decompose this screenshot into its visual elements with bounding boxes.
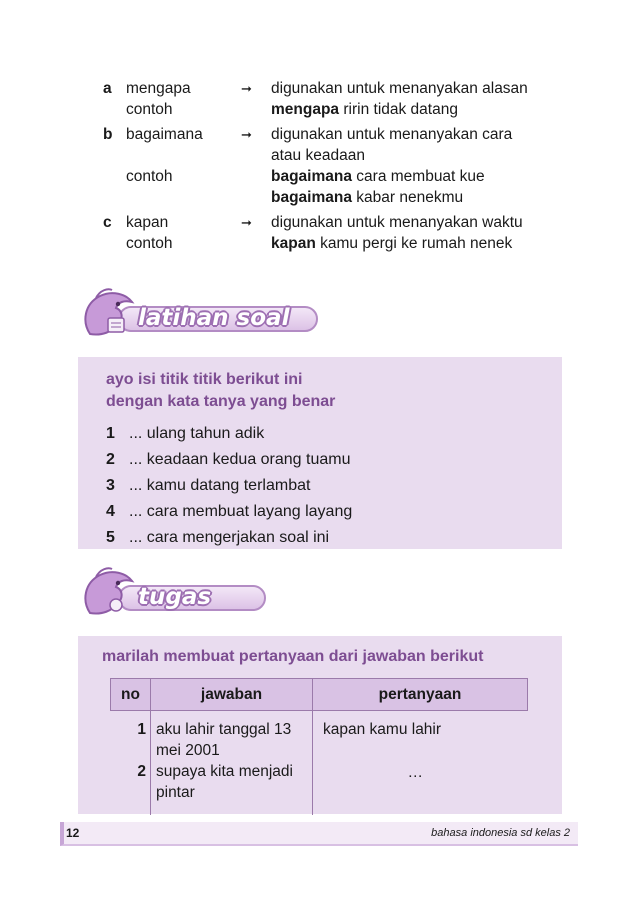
definition-meaning: digunakan untuk menanyakan alasan <box>271 80 528 97</box>
definition-word: kapan <box>126 214 169 231</box>
exercise-banner <box>78 288 322 342</box>
task-banner-title: tugas <box>138 584 212 610</box>
exercise-instruction-line-2: dengan kata tanya yang benar <box>106 393 336 410</box>
dolphin-mascot-icon <box>78 567 140 623</box>
example-sentence: kapan kamu pergi ke rumah nenek <box>271 235 513 252</box>
definition-bagaimana <box>103 124 573 208</box>
example-label: contoh <box>126 101 173 118</box>
definition-word: mengapa <box>126 80 191 97</box>
table-header-pertanyaan: pertanyaan <box>313 679 528 711</box>
task-banner <box>78 567 322 621</box>
page-footer <box>60 822 578 846</box>
definition-kapan <box>103 212 573 254</box>
list-item: 1 ... ulang tahun adik <box>106 425 265 442</box>
arrow-right-icon: ➞ <box>241 127 252 142</box>
table-header-no: no <box>111 679 151 711</box>
exercise-list <box>106 421 562 551</box>
task-box <box>78 636 562 814</box>
table-header-row <box>111 679 528 711</box>
definition-letter: a <box>103 80 112 97</box>
list-item: 2 ... keadaan kedua orang tuamu <box>106 451 351 468</box>
example-label: contoh <box>126 235 173 252</box>
table-row <box>111 711 528 815</box>
arrow-right-icon: ➞ <box>241 81 252 96</box>
list-item: 3 ... kamu datang terlambat <box>106 477 311 494</box>
definition-letter: b <box>103 126 113 143</box>
question-word-definitions <box>103 78 573 258</box>
example-sentence: bagaimana cara membuat kue <box>271 168 485 185</box>
exercise-banner-title: latihan soal <box>138 305 290 331</box>
page-number: 12 <box>66 826 80 840</box>
table-header-jawaban: jawaban <box>151 679 313 711</box>
definition-letter: c <box>103 214 112 231</box>
table-cell-jawaban: aku lahir tanggal 13 mei 2001 supaya kita menjadi pintar <box>151 711 313 815</box>
book-title: bahasa indonesia sd kelas 2 <box>431 827 570 839</box>
definition-meaning: digunakan untuk menanyakan cara <box>271 126 513 143</box>
dolphin-mascot-icon <box>78 288 140 344</box>
table-cell-pertanyaan: kapan kamu lahir … <box>323 721 442 781</box>
list-item: 5 ... cara mengerjakan soal ini <box>106 529 330 546</box>
task-instruction: marilah membuat pertanyaan dari jawaban berikut <box>102 648 484 665</box>
arrow-right-icon: ➞ <box>241 215 252 230</box>
definition-meaning: digunakan untuk menanyakan waktu <box>271 214 523 231</box>
exercise-instruction-line-1: ayo isi titik titik berikut ini <box>106 371 303 388</box>
task-table <box>110 678 528 815</box>
example-sentence: bagaimana kabar nenekmu <box>271 189 464 206</box>
table-cell-no: 1 2 <box>111 711 151 815</box>
exercise-box <box>78 357 562 549</box>
definition-mengapa <box>103 78 573 120</box>
definition-meaning-cont: atau keadaan <box>271 147 365 164</box>
definition-word: bagaimana <box>126 126 203 143</box>
list-item: 4 ... cara membuat layang layang <box>106 503 353 520</box>
example-label: contoh <box>126 168 173 185</box>
example-sentence: mengapa ririn tidak datang <box>271 101 458 118</box>
